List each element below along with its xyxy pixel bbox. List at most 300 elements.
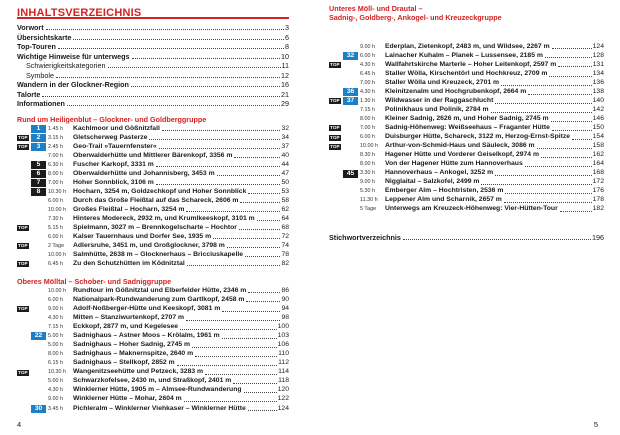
tour-duration: 7.15 h	[48, 323, 63, 330]
tour-duration: 7.30 h	[48, 215, 63, 222]
dot-leader	[481, 183, 591, 185]
dot-leader	[257, 219, 281, 221]
tour-page: 94	[281, 304, 289, 312]
tour-duration: 6.45 h	[48, 260, 63, 267]
tour-page: 182	[592, 205, 604, 213]
tour-page: 32	[281, 124, 289, 132]
tour-duration: 10.00 h	[48, 206, 66, 213]
tour-duration: 8.00 h	[360, 115, 375, 122]
top-tour-badge: TOP	[18, 261, 28, 266]
dot-leader	[549, 75, 591, 77]
tour-duration: 8.00 h	[360, 161, 375, 168]
tour-page: 100	[277, 322, 289, 330]
tour-name: Sadnighaus – Maknernspitze, 2640 m	[73, 350, 194, 358]
top-slot	[329, 52, 343, 61]
tour-duration: 1.30 h	[360, 97, 375, 104]
top-slot	[17, 215, 31, 224]
tour-duration: 5.15 h	[48, 224, 63, 231]
top-slot	[17, 206, 31, 215]
dot-leader	[248, 192, 280, 194]
tour-row[interactable]	[17, 305, 289, 314]
toc-entry-page: 29	[281, 99, 289, 108]
tour-name: Sadnighaus – Hoher Sadnig, 2745 m	[73, 340, 191, 348]
tour-name: Staller Wölla und Kreuzeck, 2701 m	[385, 78, 500, 86]
tour-row[interactable]	[17, 242, 289, 251]
tour-name: Durch das Große Fleißtal auf das Schareck, 2606 m	[73, 196, 239, 204]
top-slot	[329, 142, 343, 151]
top-tour-badge: TOP	[18, 135, 28, 140]
tour-duration: 9.00 h	[360, 179, 375, 186]
toc-entry-label: Übersichtskarte	[17, 32, 72, 42]
tour-duration: 5.00 h	[48, 341, 63, 348]
top-tour-badge: TOP	[18, 144, 28, 149]
tour-row[interactable]	[17, 350, 289, 359]
tour-number: 13	[34, 232, 43, 240]
tour-name: Großes Fleißtal – Hocharn, 3254 m	[73, 205, 185, 213]
tour-name: Zu den Schutzhütten im Ködnitztal	[73, 259, 185, 267]
tour-duration: 5.30 h	[360, 188, 375, 195]
top-slot	[329, 196, 343, 205]
tour-page: 136	[592, 78, 604, 86]
tour-duration: 4.30 h	[48, 387, 63, 394]
top-slot	[329, 160, 343, 169]
top-slot	[17, 224, 31, 233]
top-slot	[17, 170, 31, 179]
top-slot	[17, 188, 31, 197]
tour-number: 47	[346, 187, 355, 195]
dot-leader	[187, 264, 281, 266]
tour-number: 8	[31, 188, 46, 196]
tour-row[interactable]	[329, 160, 604, 169]
tour-row[interactable]	[17, 215, 289, 224]
tour-number: 34	[346, 70, 355, 78]
tour-row[interactable]	[329, 88, 604, 97]
tour-number: 12	[34, 223, 43, 231]
toc-entry-page: 12	[281, 70, 289, 80]
toc-entry[interactable]	[17, 61, 289, 70]
tour-duration: 6.00 h	[48, 233, 63, 240]
dot-leader	[186, 319, 280, 321]
toc-entry-page: 21	[281, 89, 289, 99]
top-slot	[17, 305, 31, 314]
tour-duration: 6.15 h	[48, 360, 63, 367]
top-slot	[17, 134, 31, 143]
tour-name: Ederplan, Zietenkopf, 2483 m, und Wildsee, 2267 m	[385, 42, 550, 50]
tour-name: Gletscherweg Pasterze	[73, 133, 148, 141]
tour-page: 138	[592, 87, 604, 95]
tour-row[interactable]	[329, 196, 604, 205]
dot-leader	[248, 291, 280, 293]
tour-row[interactable]	[17, 233, 289, 242]
tour-number: 7	[31, 179, 46, 187]
tour-name: Duisburger Hütte, Schareck, 3122 m, Herzog-Ernst-Spitze	[385, 133, 571, 140]
tour-page: 47	[281, 169, 289, 177]
dot-leader	[132, 57, 280, 59]
tour-number: 40	[346, 124, 355, 132]
toc-entry-page: 10	[281, 51, 289, 61]
tour-row[interactable]	[17, 395, 289, 404]
tour-name: Nationalpark-Rundwanderung zum Gartlkopf, 2458 m	[73, 295, 245, 303]
tour-page: 37	[281, 142, 289, 150]
tour-number: 30	[31, 405, 46, 413]
tour-row[interactable]	[329, 97, 604, 106]
tour-number: 31	[346, 42, 355, 50]
tour-page: 50	[281, 178, 289, 186]
page-number-right: 5	[593, 420, 598, 429]
tour-duration: 6.00 h	[48, 197, 63, 204]
tour-row[interactable]	[17, 332, 289, 341]
top-slot	[17, 125, 31, 134]
tour-row[interactable]	[329, 151, 604, 160]
tour-name: Spielmann, 3027 m – Brennkogelscharte – Hochtor	[73, 223, 237, 231]
tour-duration: 5.00 h	[48, 332, 63, 339]
tour-name: Sadnighaus – Astner Moos – Krölalm, 1961 m	[73, 331, 220, 339]
tour-name: Nigglaital – Salzkofel, 2499 m	[385, 178, 480, 186]
tour-page: 120	[277, 386, 289, 394]
dot-leader	[560, 210, 592, 212]
tour-row[interactable]	[17, 296, 289, 305]
dot-leader	[180, 328, 277, 330]
section-title: Rund um Heiligenblut – Glockner- und Goldberggruppe	[17, 115, 207, 124]
dot-leader	[545, 56, 592, 58]
tour-duration: 9.00 h	[360, 43, 375, 50]
tour-page: 134	[592, 69, 604, 77]
top-slot	[17, 251, 31, 260]
top-slot	[329, 88, 343, 97]
tour-page: 114	[278, 368, 289, 376]
tour-duration: 7.00 h	[360, 79, 375, 86]
dot-leader	[42, 95, 280, 97]
tour-number: 39	[346, 115, 355, 123]
tour-number: 24	[34, 350, 43, 358]
toc-entry[interactable]	[17, 33, 289, 42]
tour-row[interactable]	[17, 287, 289, 296]
tour-duration: 10.00 h	[48, 251, 66, 258]
tour-page: 124	[277, 404, 289, 412]
tour-duration: 9.00 h	[48, 305, 63, 312]
tour-row[interactable]	[17, 405, 289, 414]
tour-number: 5	[31, 161, 46, 169]
top-slot	[17, 314, 31, 323]
tour-duration: 6.30 h	[48, 161, 63, 168]
top-slot	[17, 197, 31, 206]
toc-entry-label: Schwierigkeitskategorien	[26, 61, 106, 70]
tour-page: 34	[281, 133, 289, 141]
tour-page: 131	[592, 60, 604, 68]
toc-entry-label: Talorte	[17, 89, 41, 99]
page-heading: INHALTSVERZEICHNIS	[17, 7, 142, 19]
tour-page: 172	[592, 178, 604, 186]
tour-name: Unterwegs am Kreuzeck-Höhenweg: Vier-Hütten-Tour	[385, 205, 558, 213]
tour-row[interactable]	[17, 170, 289, 179]
tour-number: 19	[34, 305, 43, 313]
tour-row[interactable]	[17, 368, 289, 377]
top-slot	[17, 287, 31, 296]
tour-row[interactable]	[17, 179, 289, 188]
tour-name: Hoher Sonnblick, 3106 m	[73, 178, 154, 186]
top-slot	[329, 205, 343, 214]
tour-page: 74	[281, 241, 289, 249]
dot-leader	[552, 47, 592, 49]
toc-entry[interactable]	[17, 52, 289, 61]
top-slot	[17, 242, 31, 251]
tour-name: Hocharn, 3254 m, Goldzechkopf und Hoher Sonnblick	[73, 187, 247, 195]
dot-leader	[131, 85, 280, 87]
tour-name: Winklerner Hütte, 1905 m – Almsee-Rundwanderung	[73, 386, 242, 394]
toc-entry-page: 6	[285, 32, 289, 42]
tour-row[interactable]	[17, 152, 289, 161]
tour-duration: 3.30 h	[360, 170, 375, 177]
tour-number: 4	[36, 151, 41, 159]
dot-leader	[108, 66, 281, 68]
tour-duration: 10.00 h	[48, 287, 66, 294]
tour-number: 43	[346, 151, 355, 159]
tour-row[interactable]	[17, 359, 289, 368]
tour-duration: 6.00 h	[48, 296, 63, 303]
toc-entry-page: 16	[281, 80, 289, 89]
tour-row[interactable]	[329, 124, 604, 133]
tour-name: Von der Hagener Hütte zum Hannoverhaus	[385, 160, 523, 168]
tour-number: 41	[346, 133, 355, 141]
top-slot	[17, 233, 31, 242]
top-slot	[17, 143, 31, 152]
tour-row[interactable]	[329, 43, 604, 52]
tour-page: 142	[592, 105, 604, 113]
tour-number: 26	[34, 368, 43, 376]
tour-duration: 6.45 h	[360, 70, 375, 77]
tour-number: 38	[346, 106, 355, 114]
tour-number: 10	[34, 205, 43, 213]
tour-row[interactable]	[17, 341, 289, 350]
toc-entry-page: 11	[281, 61, 289, 70]
top-slot	[17, 260, 31, 269]
tour-page: 158	[592, 142, 604, 150]
tour-duration: 5 Tage	[360, 206, 377, 213]
tour-row[interactable]	[17, 314, 289, 323]
section-title: Oberes Mölltal – Schober- und Sadniggruppe	[17, 277, 172, 286]
tour-row[interactable]	[17, 260, 289, 269]
tour-number: 49	[346, 205, 355, 213]
dot-leader	[552, 129, 592, 131]
tour-name: Wallfahrtskirche Marterle – Hoher Leitenkopf, 2597 m	[385, 60, 557, 68]
tour-page: 146	[592, 114, 604, 122]
tour-row[interactable]	[17, 197, 289, 206]
tour-row[interactable]	[17, 143, 289, 152]
tour-row[interactable]	[329, 205, 604, 214]
tour-name: Adolf-Noßberger-Hütte und Keeskopf, 3081 m	[73, 304, 221, 312]
tour-name: Oberwalderhütte und Mittlerer Bärenkopf, 3356 m	[73, 151, 233, 159]
tour-number: 44	[346, 160, 355, 168]
toc-entry[interactable]	[17, 80, 289, 89]
tour-name: Geo-Trail »Tauernfenster«	[73, 142, 157, 150]
tour-name: Sadnighaus – Stellkopf, 2852 m	[73, 359, 175, 367]
tour-page: 162	[592, 151, 604, 159]
dot-leader	[246, 300, 280, 302]
tour-page: 112	[278, 359, 289, 367]
tour-name: Kachlmoor und Gößnitzfall	[73, 124, 160, 132]
tour-number: 17	[34, 286, 43, 294]
tour-row[interactable]	[329, 106, 604, 115]
dot-leader	[240, 201, 280, 203]
tour-number: 45	[343, 170, 358, 178]
top-tour-badge: TOP	[18, 369, 28, 375]
dot-leader	[58, 47, 284, 49]
tour-duration: 5.00 h	[48, 378, 63, 385]
top-tour-badge: TOP	[330, 125, 340, 131]
top-tour-badge: TOP	[18, 306, 28, 312]
tour-name: Staller Wölla, Kirschentörl und Hochkreuz, 2709 m	[385, 69, 548, 77]
tour-number: 20	[34, 314, 43, 322]
heading-underline	[17, 4, 289, 19]
tour-row[interactable]	[329, 115, 604, 124]
tour-page: 176	[592, 187, 604, 195]
tour-number: 21	[34, 323, 43, 331]
dot-leader	[525, 165, 592, 167]
tour-row[interactable]	[17, 224, 289, 233]
tour-row[interactable]	[329, 178, 604, 187]
tour-row[interactable]	[17, 377, 289, 386]
tour-row[interactable]	[17, 134, 289, 143]
top-slot	[329, 43, 343, 52]
dot-leader	[551, 120, 592, 122]
toc-entry-label: Top-Touren	[17, 42, 56, 51]
dot-leader	[46, 28, 284, 30]
top-slot	[17, 350, 31, 359]
tour-row[interactable]	[17, 188, 289, 197]
tour-name: Hinteres Modereck, 2932 m, und Krumlkeeskopf, 3101 m	[73, 214, 255, 222]
tour-row[interactable]	[329, 52, 604, 61]
dot-leader	[222, 310, 280, 312]
tour-page: 72	[281, 232, 289, 240]
tour-row[interactable]	[329, 142, 604, 151]
tour-duration: 4.30 h	[48, 314, 63, 321]
dot-leader	[67, 104, 280, 106]
top-slot	[17, 179, 31, 188]
tour-row[interactable]	[329, 70, 604, 79]
tour-duration: 8.30 h	[360, 152, 375, 159]
tour-number: 42	[346, 142, 355, 150]
tour-duration: 6.00 h	[360, 52, 375, 59]
dot-leader	[177, 364, 278, 366]
dot-leader	[56, 76, 280, 78]
tour-row[interactable]	[17, 386, 289, 395]
tour-name: Adlersruhe, 3451 m, und Großglockner, 3798 m	[73, 241, 225, 249]
top-tour-badge: TOP	[18, 243, 28, 248]
tour-number: 18	[34, 296, 43, 304]
dot-leader	[501, 84, 592, 86]
tour-row[interactable]	[329, 61, 604, 70]
toc-entry[interactable]	[329, 233, 604, 242]
top-tour-badge: TOP	[330, 62, 340, 68]
tour-row[interactable]	[17, 206, 289, 215]
tour-number: 25	[34, 359, 43, 367]
tour-duration: 4.30 h	[360, 88, 375, 95]
dot-leader	[495, 102, 591, 104]
tour-page: 140	[592, 96, 604, 104]
dot-leader	[505, 192, 591, 194]
toc-entry[interactable]	[17, 99, 289, 108]
dot-leader	[495, 174, 591, 176]
tour-row[interactable]	[329, 187, 604, 196]
toc-entry[interactable]	[17, 71, 289, 80]
top-slot	[329, 151, 343, 160]
toc-entry[interactable]	[17, 90, 289, 99]
tour-number: 48	[346, 196, 355, 204]
tour-page: 110	[278, 350, 289, 358]
tour-name: Hannoverhaus – Ankogel, 3252 m	[385, 169, 494, 177]
tour-duration: 9.00 h	[48, 396, 63, 403]
top-slot	[17, 296, 31, 305]
tour-page: 82	[281, 259, 289, 267]
top-tour-badge: TOP	[330, 134, 340, 140]
tour-number: 33	[346, 61, 355, 69]
tour-row[interactable]	[329, 79, 604, 88]
dot-leader	[234, 156, 280, 158]
top-slot	[17, 359, 31, 368]
tour-name: Salmhütte, 2638 m – Glocknerhaus – Bricciuskapelle	[73, 250, 243, 258]
tour-page: 150	[592, 123, 604, 131]
tour-page: 40	[281, 151, 289, 159]
tour-page: 68	[281, 223, 289, 231]
top-tour-badge: TOP	[18, 225, 28, 230]
dot-leader	[222, 337, 277, 339]
dot-leader	[149, 138, 280, 140]
tour-row[interactable]	[17, 161, 289, 170]
dot-leader	[504, 201, 592, 203]
tour-row[interactable]	[17, 251, 289, 260]
toc-entry[interactable]	[17, 42, 289, 51]
toc-entry[interactable]	[17, 23, 289, 32]
tour-duration: 3.15 h	[48, 134, 63, 141]
tour-name: Leppener Alm und Scharnik, 2657 m	[385, 196, 502, 204]
top-slot	[329, 79, 343, 88]
tour-duration: 1.45 h	[48, 125, 63, 132]
tour-name: Eckkopf, 2877 m, und Kegelesee	[73, 322, 179, 330]
top-slot	[17, 405, 31, 414]
tour-row[interactable]	[329, 133, 604, 142]
tour-duration: 6.00 h	[360, 134, 375, 140]
tour-page: 106	[277, 340, 289, 348]
top-slot	[17, 395, 31, 404]
tour-name: Mitten – Stanziwurtenkopf, 2707 m	[73, 313, 185, 321]
tour-duration: 7.00 h	[360, 124, 375, 131]
dot-leader	[156, 165, 281, 167]
dot-leader	[572, 138, 592, 140]
top-slot	[329, 97, 343, 106]
tour-number: 46	[346, 178, 355, 186]
dot-leader	[537, 147, 592, 149]
tour-number: 29	[34, 395, 43, 403]
dot-leader	[195, 355, 277, 357]
tour-page: 118	[278, 377, 289, 385]
dot-leader	[73, 38, 284, 40]
tour-row[interactable]	[17, 323, 289, 332]
tour-name: Hagener Hütte und Vorderer Geiselkopf, 2974 m	[385, 151, 539, 159]
tour-duration: 3.45 h	[48, 405, 63, 412]
toc-entry-label: Informationen	[17, 99, 65, 108]
dot-leader	[227, 246, 281, 248]
tour-page: 124	[592, 42, 604, 50]
top-slot	[329, 115, 343, 124]
toc-entry-label: Wichtige Hinweise für unterwegs	[17, 51, 130, 61]
tour-row[interactable]	[329, 169, 604, 178]
tour-number: 2	[31, 134, 46, 142]
dot-leader	[156, 183, 281, 185]
tour-duration: 4.30 h	[360, 61, 375, 68]
tour-row[interactable]	[17, 125, 289, 134]
top-slot	[329, 124, 343, 133]
top-tour-badge: TOP	[330, 98, 340, 104]
